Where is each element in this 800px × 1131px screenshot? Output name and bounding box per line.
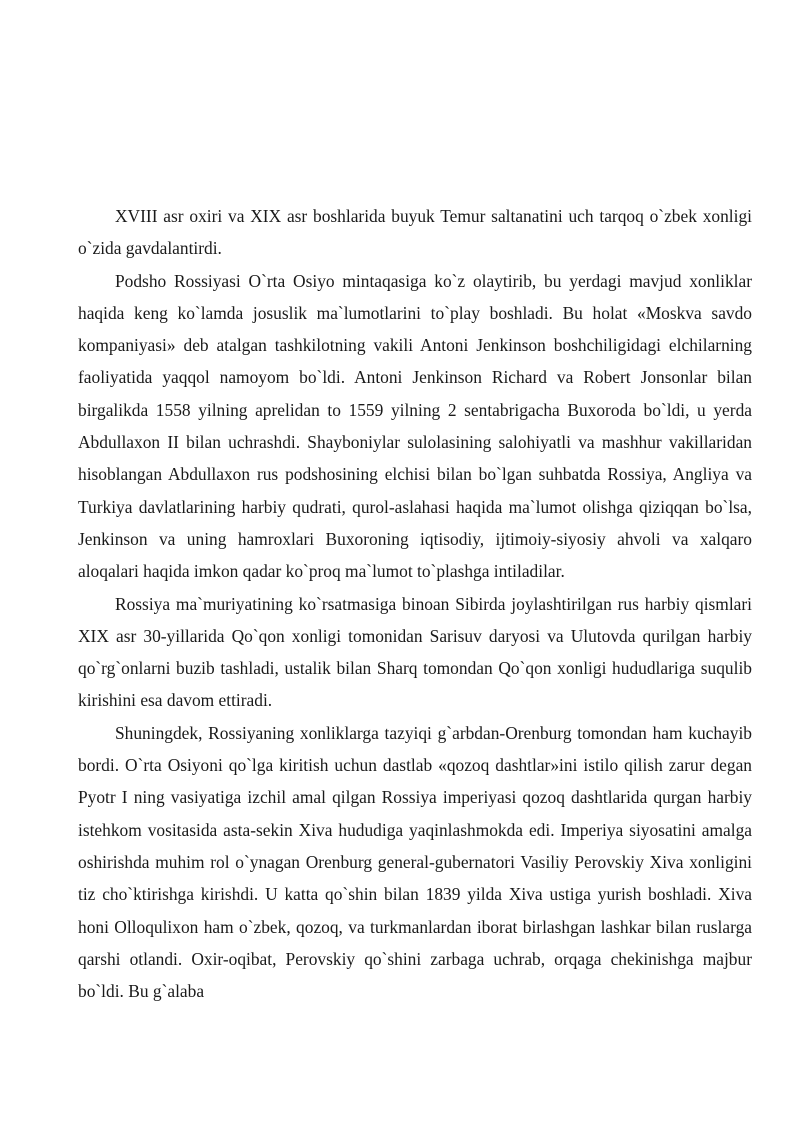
paragraph-1: XVIII asr oxiri va XIX asr boshlarida buyuk Temur saltanatini uch tarqoq o`zbek xonligi o`zida gavdalantirdi. bbox=[78, 206, 752, 259]
paragraph-4: Shuningdek, Rossiyaning xonliklarga tazyiqi g`arbdan-Orenburg tomondan ham kuchayib bordi. O`rta Osiyoni qo`lga kiritish uchun dastlab «qozoq dashtlar»ini istilo qilish zarur degan Pyotr I ning vasiyatiga izchil amal qilgan Rossiya imperiyasi qozoq dashtlarida qurgan harbiy istehkom vositasida asta-sekin Xiva hududiga yaqinlashmokda edi. Imperiya siyosatini amalga oshirishda muhim rol o`ynagan Orenburg general-gubernatori Vasiliy Perovskiy Xiva xonligini tiz cho`ktirishga kirishdi. U katta qo`shin bilan 1839 yilda Xiva ustiga yurish boshladi. Xiva honi Olloqulixon ham o`zbek, qozoq, va turkmanlardan iborat birlashgan lashkar bilan ruslarga qarshi otlandi. Oxir-oqibat, Perovskiy qo`shini zarbaga uchrab, orqaga chekinishga majbur bo`ldi. Bu g`alaba bbox=[78, 722, 752, 1002]
paragraph-3: Rossiya ma`muriyatining ko`rsatmasiga binoan Sibirda joylashtirilgan rus harbiy qismlari XIX asr 30-yillarida Qo`qon xonligi tomonidan Sarisuv daryosi va Ulutovda qurilgan harbiy qo`rg`onlarni buzib tashladi, ustalik bilan Sharq tomondan Qo`qon xonligi hududlariga suqulib kirishini esa davom ettiradi. bbox=[78, 593, 752, 711]
paragraph-2: Podsho Rossiyasi O`rta Osiyo mintaqasiga ko`z olaytirib, bu yerdagi mavjud xonliklar haqida keng ko`lamda josuslik ma`lumotlarini to`play boshladi. Bu holat «Moskva savdo kompaniyasi» deb atalgan tashkilotning vakili Antoni Jenkinson boshchiligidagi elchilarning faoliyatida yaqqol namoyom bo`ldi. Antoni Jenkinson Richard va Robert Jonsonlar bilan birgalikda 1558 yilning aprelidan to 1559 yilning 2 sentabrigacha Buxoroda bo`ldi, u yerda Abdullaxon II bilan uchrashdi. Shayboniylar sulolasining salohiyatli va mashhur vakillaridan hisoblangan Abdullaxon rus podshosining elchisi bilan bo`lgan suhbatda Rossiya, Angliya va Turkiya davlatlarining harbiy qudrati, qurol-aslahasi haqida ma`lumot olishga qiziqqan bo`lsa, Jenkinson va uning hamroxlari Buxoroning iqtisodiy, ijtimoiy-siyosiy ahvoli va xalqaro aloqalari haqida imkon qadar ko`proq ma`lumot to`plashga intiladilar. bbox=[78, 270, 752, 582]
document-page bbox=[78, 200, 752, 1007]
